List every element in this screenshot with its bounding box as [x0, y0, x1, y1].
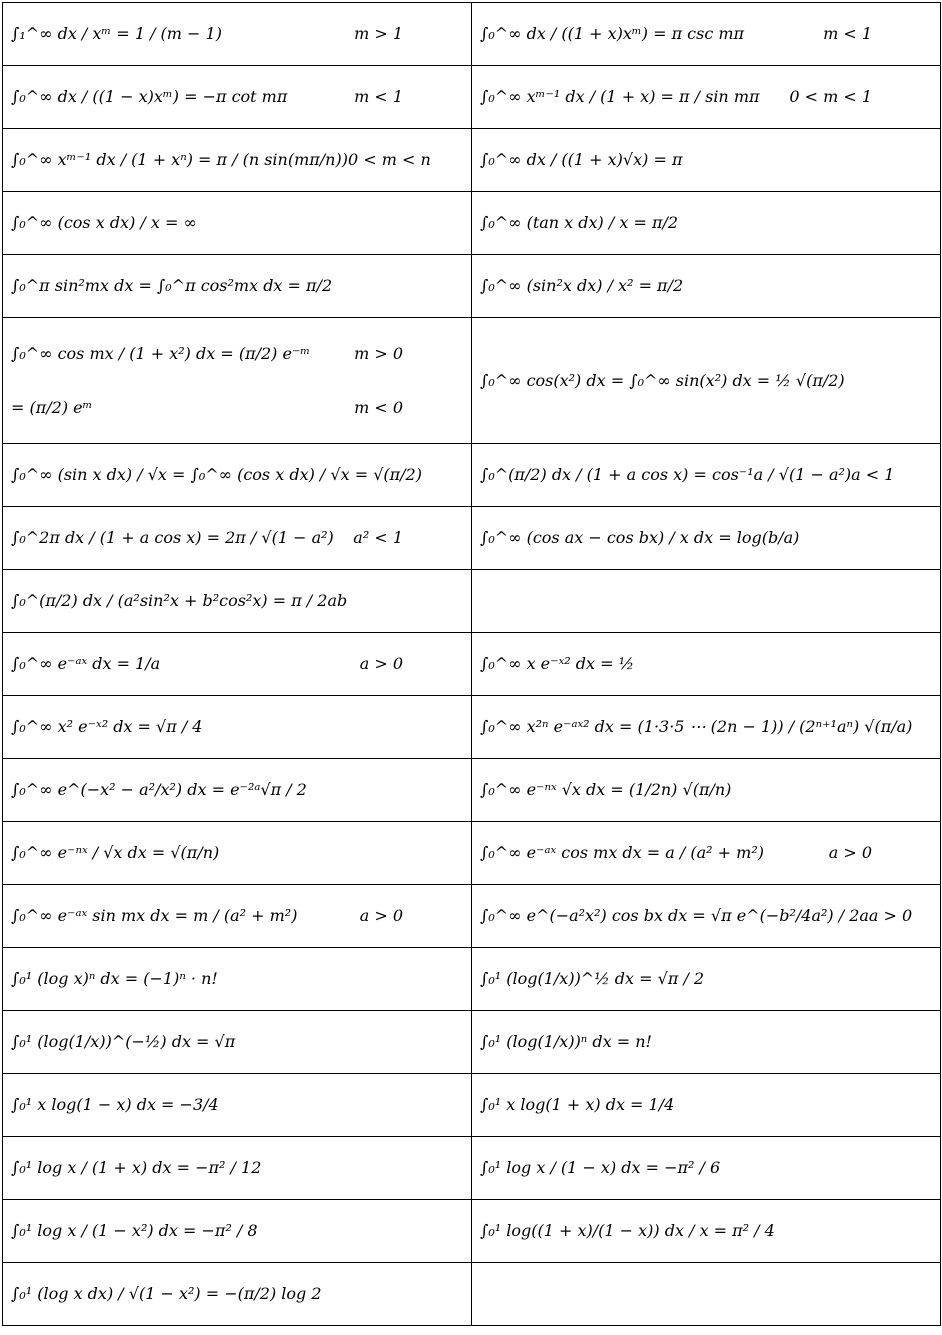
formula-cell-right — [472, 192, 941, 255]
formula-expression: = (π/2) eᵐ — [11, 397, 93, 417]
formula-line — [480, 908, 932, 924]
formula-line — [480, 845, 932, 861]
formula-cell-right — [472, 885, 941, 948]
formula-expression: ∫₀¹ log x / (1 − x) dx = −π² / 6 — [480, 1158, 721, 1177]
formula-cell-left — [3, 66, 472, 129]
formula-line — [480, 530, 932, 546]
formula-expression: ∫₀¹ x log(1 + x) dx = 1/4 — [480, 1095, 675, 1114]
formula-condition: 0 < m < 1 — [789, 87, 872, 106]
table-row — [3, 3, 941, 66]
table-row — [3, 444, 941, 507]
table-row — [3, 1011, 941, 1074]
table-row — [3, 1263, 941, 1326]
formula-line — [11, 467, 463, 483]
formula-expression: ∫₀^∞ e⁻ᵃˣ dx = 1/a — [11, 654, 161, 673]
formula-cell-left — [3, 948, 472, 1011]
formula-cell-left — [3, 570, 472, 633]
table-row — [3, 696, 941, 759]
formula-expression: ∫₀^(π/2) dx / (1 + a cos x) = cos⁻¹a / √(1 − a²) — [480, 465, 852, 484]
table-row — [3, 66, 941, 129]
formula-expression: ∫₀¹ log((1 + x)/(1 − x)) dx / x = π² / 4 — [480, 1221, 775, 1240]
formula-line — [11, 845, 463, 861]
formula-expression: ∫₀¹ (log x)ⁿ dx = (−1)ⁿ · n! — [11, 969, 218, 988]
formula-cell-right — [472, 1137, 941, 1200]
formula-cell-left — [3, 255, 472, 318]
formula-cell-right — [472, 633, 941, 696]
formula-line — [11, 908, 463, 924]
formula-expression: ∫₀^∞ (cos x dx) / x = ∞ — [11, 213, 197, 232]
formula-expression: ∫₀^∞ x² e⁻ˣ² dx = √π / 4 — [11, 717, 203, 736]
formula-expression: ∫₀^∞ dx / ((1 + x)√x) = π — [480, 150, 683, 169]
formula-line — [480, 370, 932, 390]
formula-expression: ∫₀¹ (log(1/x))ⁿ dx = n! — [480, 1032, 652, 1051]
formula-line — [480, 1160, 932, 1176]
formula-cell-right — [472, 507, 941, 570]
formula-condition: a > 0 — [828, 843, 872, 862]
formula-expression: ∫₀^π sin²mx dx = ∫₀^π cos²mx dx = π/2 — [11, 276, 333, 295]
formula-cell-right — [472, 255, 941, 318]
formula-expression: ∫₀^∞ e⁻ᵃˣ sin mx dx = m / (a² + m²) — [11, 906, 298, 925]
formula-expression: ∫₀^∞ x²ⁿ e⁻ᵃˣ² dx = (1·3·5 ⋯ (2n − 1)) / (2ⁿ⁺¹aⁿ) √(π/a) — [480, 717, 913, 736]
formula-line — [11, 1286, 463, 1302]
formula-expression: ∫₀¹ (log(1/x))^½ dx = √π / 2 — [480, 969, 705, 988]
formula-line — [11, 1223, 463, 1239]
table-row — [3, 255, 941, 318]
formula-cell-left — [3, 696, 472, 759]
formula-cell-right — [472, 696, 941, 759]
table-row — [3, 570, 941, 633]
table-row — [3, 885, 941, 948]
formula-expression: ∫₀^∞ cos mx / (1 + x²) dx = (π/2) e⁻ᵐ — [11, 343, 311, 363]
formula-condition: m < 1 — [354, 87, 403, 106]
formula-cell-right — [472, 444, 941, 507]
formula-expression: ∫₀^∞ e⁻ⁿˣ √x dx = (1/2n) √(π/n) — [480, 780, 732, 799]
formula-line — [480, 467, 932, 483]
formula-cell-left — [3, 1011, 472, 1074]
formula-expression: ∫₀¹ log x / (1 − x²) dx = −π² / 8 — [11, 1221, 258, 1240]
formula-cell-left — [3, 633, 472, 696]
formula-condition: 0 < m < n — [347, 150, 431, 169]
formula-expression: ∫₀^∞ dx / ((1 + x)xᵐ) = π csc mπ — [480, 24, 745, 43]
formula-expression: ∫₀^∞ cos(x²) dx = ∫₀^∞ sin(x²) dx = ½ √(π/2) — [480, 370, 845, 390]
formula-line — [11, 656, 463, 672]
formula-cell-right — [472, 1200, 941, 1263]
formula-line — [480, 971, 932, 987]
formula-line — [480, 719, 932, 735]
formula-cell-right — [472, 759, 941, 822]
formula-expression: ∫₀^∞ (cos ax − cos bx) / x dx = log(b/a) — [480, 528, 800, 547]
formula-cell-left — [3, 129, 472, 192]
formula-expression: ∫₀^(π/2) dx / (a²sin²x + b²cos²x) = π / 2ab — [11, 591, 348, 610]
formula-line — [480, 1034, 932, 1050]
table-row — [3, 507, 941, 570]
formula-expression: ∫₀^∞ e^(−a²x²) cos bx dx = √π e^(−b²/4a²) / 2a — [480, 906, 869, 925]
formula-line — [480, 278, 932, 294]
formula-cell-right — [472, 1011, 941, 1074]
table-row — [3, 129, 941, 192]
formula-cell-left — [3, 885, 472, 948]
formula-line — [11, 719, 463, 735]
formula-expression: ∫₀¹ log x / (1 + x) dx = −π² / 12 — [11, 1158, 262, 1177]
formula-line — [480, 1097, 932, 1113]
formula-cell-left — [3, 507, 472, 570]
formula-cell-right — [472, 129, 941, 192]
formula-expression: ∫₀^∞ (sin x dx) / √x = ∫₀^∞ (cos x dx) / √x = √(π/2) — [11, 465, 422, 484]
formula-expression: ∫₀^∞ (sin²x dx) / x² = π/2 — [480, 276, 684, 295]
formula-line — [11, 530, 463, 546]
formula-cell-right — [472, 570, 941, 633]
table-row — [3, 1137, 941, 1200]
formula-expression: ∫₀^∞ xᵐ⁻¹ dx / (1 + x) = π / sin mπ — [480, 87, 760, 106]
formula-expression: ∫₀¹ (log x dx) / √(1 − x²) = −(π/2) log 2 — [11, 1284, 322, 1303]
formula-expression: ∫₀^∞ e⁻ⁿˣ / √x dx = √(π/n) — [11, 843, 220, 862]
formula-condition: a² < 1 — [353, 528, 403, 547]
formula-cell-left — [3, 444, 472, 507]
formula-cell-left — [3, 1200, 472, 1263]
formula-line — [480, 89, 932, 105]
formula-line — [11, 1097, 463, 1113]
formula-cell-right — [472, 318, 941, 444]
formula-cell-right — [472, 822, 941, 885]
formula-expression: ∫₀^∞ dx / ((1 − x)xᵐ) = −π cot mπ — [11, 87, 288, 106]
formula-cell-left — [3, 1074, 472, 1137]
formula-line — [480, 782, 932, 798]
formula-line — [480, 215, 932, 231]
formula-line — [11, 327, 463, 381]
formula-condition: m < 1 — [823, 24, 872, 43]
formula-cell-right — [472, 1263, 941, 1326]
formula-line — [11, 152, 463, 168]
formula-line — [11, 971, 463, 987]
formula-line — [11, 89, 463, 105]
formula-line — [11, 381, 463, 435]
formula-line — [480, 656, 932, 672]
formula-condition: a > 0 — [359, 906, 403, 925]
formula-cell-left — [3, 822, 472, 885]
formula-cell-left — [3, 3, 472, 66]
formula-line — [11, 278, 463, 294]
table-row — [3, 192, 941, 255]
formula-condition: a > 0 — [868, 906, 913, 925]
table-row — [3, 1200, 941, 1263]
formula-line — [11, 215, 463, 231]
formula-line — [11, 1160, 463, 1176]
formula-cell-left — [3, 318, 472, 444]
formula-expression: ∫₀^∞ e⁻ᵃˣ cos mx dx = a / (a² + m²) — [480, 843, 764, 862]
formula-line — [11, 26, 463, 42]
table-row — [3, 318, 941, 444]
formula-expression: ∫₀¹ (log(1/x))^(−½) dx = √π — [11, 1032, 236, 1051]
integral-table — [2, 2, 941, 1326]
formula-expression: ∫₀^∞ x e⁻ˣ² dx = ½ — [480, 654, 635, 673]
formula-cell-right — [472, 1074, 941, 1137]
formula-condition: a > 0 — [359, 654, 403, 673]
formula-line — [480, 152, 932, 168]
formula-cell-left — [3, 192, 472, 255]
formula-condition: m < 0 — [354, 397, 403, 417]
formula-line — [480, 26, 932, 42]
table-row — [3, 822, 941, 885]
formula-cell-right — [472, 66, 941, 129]
formula-cell-left — [3, 759, 472, 822]
formula-expression: ∫₀^2π dx / (1 + a cos x) = 2π / √(1 − a²) — [11, 528, 334, 547]
formula-condition: a < 1 — [851, 465, 895, 484]
table-row — [3, 1074, 941, 1137]
formula-cell-right — [472, 948, 941, 1011]
formula-line — [480, 1223, 932, 1239]
table-row — [3, 633, 941, 696]
formula-expression: ∫₁^∞ dx / xᵐ = 1 / (m − 1) — [11, 24, 222, 43]
table-row — [3, 948, 941, 1011]
table-row — [3, 759, 941, 822]
formula-condition: m > 0 — [354, 343, 403, 363]
formula-expression: ∫₀¹ x log(1 − x) dx = −3/4 — [11, 1095, 219, 1114]
formula-line — [11, 593, 463, 609]
formula-expression: ∫₀^∞ e^(−x² − a²/x²) dx = e⁻²ᵃ√π / 2 — [11, 780, 307, 799]
formula-expression: ∫₀^∞ (tan x dx) / x = π/2 — [480, 213, 679, 232]
formula-cell-left — [3, 1263, 472, 1326]
formula-expression: ∫₀^∞ xᵐ⁻¹ dx / (1 + xⁿ) = π / (n sin(mπ/n)) — [11, 150, 348, 169]
formula-cell-right — [472, 3, 941, 66]
formula-line — [11, 782, 463, 798]
formula-cell-left — [3, 1137, 472, 1200]
formula-line — [11, 1034, 463, 1050]
formula-condition: m > 1 — [354, 24, 403, 43]
